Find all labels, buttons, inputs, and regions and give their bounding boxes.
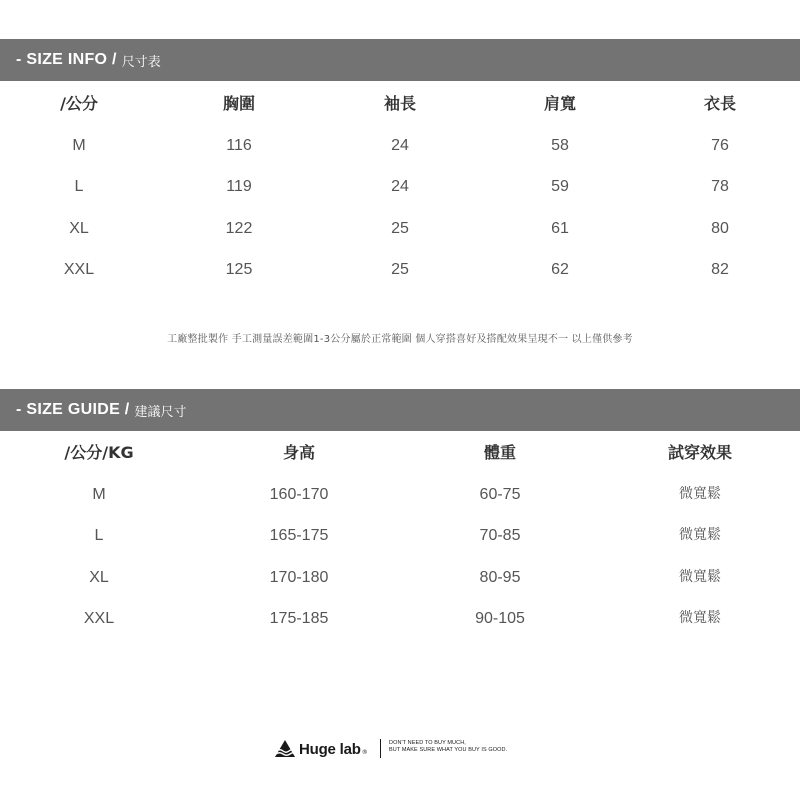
- size-guide-col-height: 身高: [282, 443, 316, 462]
- size-guide-title-zh: 建議尺寸: [134, 404, 187, 420]
- size-guide-header-bar: [0, 389, 800, 431]
- size-info-col-chest: 胸圍: [222, 94, 256, 113]
- size-label: XXL: [63, 261, 95, 278]
- footer-divider: [380, 739, 381, 758]
- table-row: [0, 249, 800, 291]
- slogan-line-2: BUT MAKE SURE WHAT YOU BUY IS GOOD.: [389, 747, 508, 753]
- chest-value: 119: [226, 178, 252, 195]
- size-info-title-zh: 尺寸表: [121, 54, 161, 70]
- fit-effect: 微寬鬆: [679, 527, 721, 543]
- wave-triangle-logo-icon: [274, 739, 296, 759]
- table-row: [0, 208, 800, 250]
- length-value: 82: [711, 261, 729, 278]
- size-info-title-en: - SIZE INFO /: [16, 51, 117, 68]
- sleeve-value: 24: [391, 178, 409, 195]
- size-info-table: [0, 83, 800, 291]
- shoulder-value: 58: [551, 136, 569, 154]
- size-guide-col-fit: 試穿效果: [667, 443, 733, 462]
- size-label: M: [72, 136, 86, 154]
- table-row: [0, 166, 800, 208]
- weight-range: 90-105: [475, 610, 525, 627]
- sleeve-value: 25: [391, 261, 409, 278]
- chest-value: 122: [225, 219, 253, 237]
- size-label: L: [74, 178, 84, 195]
- registered-mark: ®: [361, 748, 368, 756]
- brand-name: Huge lab: [299, 740, 361, 758]
- shoulder-value: 61: [551, 219, 569, 237]
- size-info-col-sleeve: 袖長: [383, 94, 417, 113]
- height-range: 175-185: [269, 610, 329, 627]
- table-row: [0, 515, 800, 557]
- size-info-header-row: [0, 83, 800, 125]
- size-label: M: [92, 485, 106, 503]
- weight-range: 60-75: [479, 485, 521, 503]
- table-row: [0, 125, 800, 167]
- sleeve-value: 25: [391, 219, 409, 237]
- size-info-header-bar: [0, 39, 800, 81]
- height-range: 170-180: [269, 568, 329, 586]
- size-guide-col-weight: 體重: [483, 443, 517, 462]
- size-guide-header-row: [0, 432, 800, 474]
- chest-value: 116: [226, 136, 252, 154]
- size-info-col-shoulder: 肩寬: [543, 94, 577, 113]
- table-row: [0, 557, 800, 599]
- chest-value: 125: [225, 261, 253, 278]
- size-guide-title-en: - SIZE GUIDE /: [16, 401, 130, 418]
- fit-effect: 微寬鬆: [679, 568, 721, 585]
- sleeve-value: 24: [391, 136, 409, 154]
- slogan-line-1: DON'T NEED TO BUY MUCH,: [389, 740, 466, 746]
- length-value: 78: [711, 178, 729, 195]
- shoulder-value: 62: [551, 261, 569, 278]
- brand-footer: [0, 736, 800, 762]
- size-info-col-unit: /公分: [60, 94, 98, 113]
- size-label: XL: [69, 219, 89, 237]
- weight-range: 80-95: [479, 568, 521, 586]
- size-info-col-length: 衣長: [703, 94, 737, 113]
- fit-effect: 微寬鬆: [679, 610, 721, 626]
- table-row: [0, 598, 800, 640]
- shoulder-value: 59: [551, 178, 569, 195]
- size-label: XL: [89, 568, 109, 586]
- length-value: 80: [711, 219, 729, 237]
- length-value: 76: [711, 136, 729, 154]
- size-guide-col-unit: /公分/KG: [64, 443, 134, 462]
- size-label: L: [94, 527, 104, 544]
- size-label: XXL: [83, 610, 115, 627]
- brand-slogan: [389, 740, 507, 754]
- fit-effect: 微寬鬆: [679, 485, 721, 502]
- table-row: [0, 474, 800, 516]
- brand-logo: [274, 736, 368, 762]
- height-range: 165-175: [269, 527, 329, 544]
- size-guide-table: [0, 432, 800, 640]
- height-range: 160-170: [269, 485, 329, 503]
- weight-range: 70-85: [479, 527, 521, 544]
- measurement-disclaimer: 工廠整批製作 手工測量誤差範圍1-3公分屬於正常範圍 個人穿搭喜好及搭配效果呈現不一 以上僅供參考: [167, 334, 633, 345]
